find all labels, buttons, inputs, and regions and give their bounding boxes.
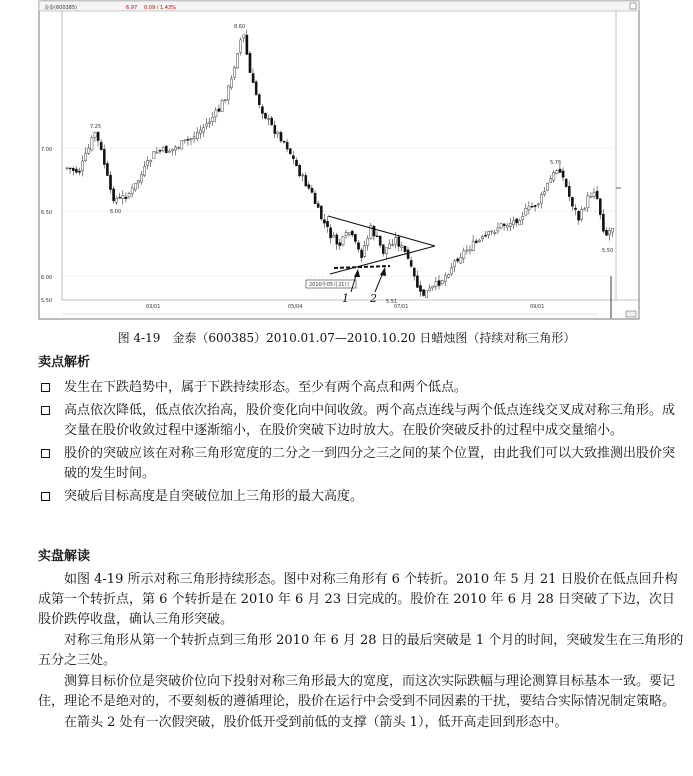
bullet-item (38, 487, 684, 507)
candle-body (72, 168, 74, 171)
candle-body (258, 95, 260, 105)
candle-body (330, 228, 332, 238)
candle-body (398, 237, 400, 247)
candle-body (295, 160, 297, 166)
candle-body (237, 53, 239, 67)
candle-body (339, 243, 341, 246)
candle-body (252, 74, 254, 83)
candle-body (91, 138, 93, 150)
candle-body (202, 128, 204, 132)
candle-body (199, 130, 201, 133)
candle-body (519, 220, 521, 225)
candle-body (416, 276, 418, 288)
candle-body (314, 193, 316, 204)
candle-body (268, 119, 270, 120)
candle-body (438, 281, 440, 286)
candle-body (230, 79, 232, 88)
candle-body (249, 53, 251, 72)
candle-body (581, 210, 583, 220)
figure-caption: 图 4-19 金泰（600385）2010.01.07—2010.10.20 日蜡烛图（持续对称三角形） (117, 331, 576, 345)
candle-body (460, 257, 462, 263)
arrow-2-label: 2 (370, 292, 377, 305)
candle-body (543, 192, 545, 195)
bullet-text: 发生在下跌趋势中，属于下跌持续形态。至少有两个高点和两个低点。 (64, 380, 468, 395)
candle-body (280, 132, 282, 141)
candle-body (103, 149, 105, 164)
candle-body (429, 288, 431, 291)
candle-body (435, 281, 437, 286)
candle-body (388, 244, 390, 249)
candle-body (308, 185, 310, 189)
price-mark: 5.51 (386, 299, 398, 305)
candle-body (75, 169, 77, 172)
candle-body (516, 219, 518, 223)
candle-body (491, 231, 493, 232)
candle-body (147, 161, 149, 166)
checkbox-icon (41, 492, 50, 501)
candle-body (562, 171, 564, 177)
actual-reading-heading: 实盘解读 (38, 549, 91, 564)
candle-body (134, 183, 136, 190)
candle-body (289, 149, 291, 154)
candle-body (283, 141, 285, 142)
candle-body (609, 230, 611, 235)
candle-body (153, 151, 155, 158)
checkbox-icon (41, 383, 50, 392)
candle-body (333, 235, 335, 237)
scroll-button-icon[interactable] (626, 311, 636, 317)
candle-body (187, 139, 189, 140)
candle-body (553, 172, 555, 180)
candle-body (317, 204, 319, 208)
price-mark: 5.76 (550, 160, 562, 166)
bullet-text: 突破后目标高度是自突破位加上三角形的最大高度。 (64, 489, 364, 504)
candle-body (82, 161, 84, 171)
sell-points-heading: 卖点解析 (38, 355, 91, 370)
candle-body (475, 241, 477, 243)
candle-body (233, 68, 235, 78)
candle-body (367, 238, 369, 245)
candle-body (351, 231, 353, 235)
candle-body (441, 281, 443, 284)
candle-body (218, 109, 220, 112)
candle-body (512, 221, 514, 225)
candle-body (413, 268, 415, 276)
candle-body (165, 146, 167, 153)
paragraph: 对称三角形从第一个转折点到三角形 2010 年 6 月 28 日的最后突破是 1 个月的时间，突破发生在三角形的五分之三处。 (38, 633, 684, 668)
candle-body (336, 235, 338, 244)
candle-body (450, 268, 452, 274)
candle-body (447, 275, 449, 278)
candle-body (240, 40, 242, 53)
candle-body (209, 122, 211, 123)
candle-body (97, 132, 99, 141)
candle-body (605, 230, 607, 235)
candle-body (286, 142, 288, 149)
candle-body (196, 132, 198, 138)
checkbox-icon (41, 449, 50, 458)
arrow-1-label: 1 (342, 292, 349, 305)
candle-body (302, 175, 304, 176)
candle-body (574, 208, 576, 210)
candle-body (410, 260, 412, 266)
candles (66, 30, 614, 298)
candle-body (584, 209, 586, 210)
candle-body (472, 241, 474, 251)
date-label: 09/01 (530, 304, 545, 310)
candle-body (113, 189, 115, 201)
candle-body (559, 169, 561, 172)
candle-body (454, 261, 456, 267)
candle-body (305, 175, 307, 186)
bullet-item (38, 444, 684, 484)
candle-body (345, 233, 347, 236)
candle-body (500, 223, 502, 228)
candle-body (485, 235, 487, 236)
candle-body (171, 149, 173, 151)
candle-body (401, 246, 403, 248)
price-label: 5.50 (41, 298, 53, 304)
date-label: 03/01 (146, 304, 161, 310)
candle-body (131, 188, 133, 193)
candle-body (261, 107, 263, 114)
candle-body (599, 199, 601, 215)
candle-body (423, 290, 425, 296)
candle-body (326, 221, 328, 227)
candle-body (162, 148, 164, 151)
candle-body (568, 186, 570, 196)
candle-body (193, 137, 195, 139)
candle-body (547, 183, 549, 190)
date-label: 05/04 (288, 304, 303, 310)
candle-body (432, 286, 434, 288)
paragraph: 如图 4-19 所示对称三角形持续形态。图中对称三角形有 6 个转折。2010 年 5 月 21 日股价在低点回升构成第一个转折点，第 6 个转折是在 2010 年 6 月 23 日完成的。股价在 2010 年 6 月 28 日突破了下边，次日股价跌停收盘，确认三角形突破。 (38, 572, 678, 627)
candle-body (215, 110, 217, 117)
candle-body (481, 237, 483, 239)
candle-body (357, 243, 359, 250)
candle-body (224, 99, 226, 100)
paragraph: 测算目标价位是突破价位向下投射对称三角形最大的宽度，而这次实际跌幅与理论测算目标基本一致。要记住，理论不是绝对的，不要刻板的遵循理论，股价在运行中会受到不同因素的干扰，要结合实际情况制定策略。 (38, 674, 676, 709)
candle-body (494, 232, 496, 233)
candle-body (537, 204, 539, 205)
candle-body (140, 174, 142, 182)
candle-body (382, 245, 384, 254)
candle-body (404, 246, 406, 252)
candle-body (469, 250, 471, 251)
candle-body (497, 228, 499, 231)
candle-body (106, 163, 108, 175)
paragraph: 在箭头 2 处有一次假突破，股价低开受到前低的支撑（箭头 1），低开高走回到形态中。 (64, 715, 568, 730)
candle-body (271, 118, 273, 125)
candle-body (395, 237, 397, 244)
candle-body (78, 171, 80, 172)
candle-body (150, 160, 152, 162)
triangle-support-line (334, 266, 390, 268)
bullet-item (38, 378, 684, 398)
header-stock-name: 金泰(600385) (44, 5, 77, 11)
candle-body (373, 226, 375, 236)
bullet-list (38, 378, 684, 510)
candle-body (578, 211, 580, 220)
price-mark: 5.50 (602, 248, 614, 254)
price-label: 6.00 (41, 275, 53, 281)
candle-body (227, 86, 229, 100)
candle-body (128, 194, 130, 197)
candle-body (342, 237, 344, 245)
candle-body (596, 191, 598, 199)
checkbox-icon (41, 406, 50, 415)
chart-svg (38, 0, 648, 326)
candle-body (66, 168, 68, 169)
candle-body (159, 150, 161, 151)
candle-body (85, 153, 87, 161)
header-close-icon[interactable] (630, 3, 636, 9)
candle-body (556, 171, 558, 174)
candle-body (137, 181, 139, 183)
candle-body (466, 250, 468, 251)
candle-body (100, 142, 102, 150)
candle-body (528, 206, 530, 209)
candle-body (175, 147, 177, 150)
price-label: 6.50 (41, 210, 53, 216)
candle-body (299, 165, 301, 176)
candle-body (348, 232, 350, 234)
candle-body (246, 35, 248, 54)
date-label: 07/01 (394, 304, 409, 310)
header-change: 0.09 / 1.43% (144, 5, 176, 11)
candle-body (156, 152, 158, 153)
candle-body (550, 179, 552, 183)
candle-body (190, 138, 192, 139)
price-mark: 7.25 (90, 124, 102, 130)
candle-body (522, 216, 524, 219)
candle-body (277, 132, 279, 134)
candle-body (255, 82, 257, 95)
price-mark: 8.60 (234, 24, 246, 30)
candle-body (122, 196, 124, 199)
candle-body (264, 113, 266, 118)
price-label: 7.00 (41, 147, 53, 153)
candle-body (457, 259, 459, 261)
candlestick-chart (38, 0, 648, 326)
candle-body (587, 196, 589, 208)
candle-body (444, 276, 446, 282)
body-paragraphs (38, 570, 686, 734)
candle-body (540, 194, 542, 203)
candle-body (593, 192, 595, 196)
candle-body (125, 197, 127, 199)
candle-body (612, 228, 614, 232)
candle-body (178, 148, 180, 149)
candle-body (94, 133, 96, 138)
candle-body (206, 124, 208, 126)
candle-body (503, 224, 505, 226)
candle-body (509, 223, 511, 226)
candle-body (116, 198, 118, 202)
candle-body (602, 214, 604, 231)
candle-body (590, 196, 592, 197)
candle-body (88, 148, 90, 153)
candle-body (320, 206, 322, 219)
candle-body (426, 291, 428, 298)
candle-body (181, 141, 183, 149)
candle-body (109, 175, 111, 189)
candle-body (565, 179, 567, 187)
candle-body (571, 197, 573, 206)
candle-body (463, 251, 465, 258)
candle-body (69, 168, 71, 169)
candle-body (212, 117, 214, 122)
candle-body (488, 231, 490, 234)
bullet-text: 高点依次降低，低点依次抬高，股价变化向中间收敛。两个高点连线与两个低点连线交叉成对称三角形。成交量在股价收敛过程中逐渐缩小，在股价突破下边时放大。在股价突破反扑的过程中成交量缩小。 (64, 403, 676, 438)
candle-body (525, 208, 527, 215)
candle-body (407, 250, 409, 259)
header-price: 6.97 (126, 5, 138, 11)
candle-body (274, 125, 276, 133)
arrow-1-head-icon (354, 269, 360, 277)
bullet-text: 股价的突破应该在对称三角形宽度的二分之一到四分之三之间的某个位置，由此我们可以大致推测出股价突破的发生时间。 (64, 446, 676, 481)
bullet-item (38, 401, 684, 441)
candle-body (534, 205, 536, 206)
candle-body (311, 188, 313, 192)
candle-body (506, 225, 508, 227)
candle-body (119, 197, 121, 198)
candle-body (379, 236, 381, 245)
candle-body (221, 101, 223, 112)
candle-body (478, 240, 480, 242)
candle-body (385, 248, 387, 254)
candle-body (531, 206, 533, 207)
candle-body (168, 151, 170, 152)
arrow-2-head-icon (380, 267, 386, 276)
candle-body (292, 156, 294, 159)
candle-body (184, 140, 186, 141)
candle-body (354, 234, 356, 241)
candle-body (364, 246, 366, 257)
date-box-label: 2010年05月21日 (309, 282, 350, 288)
candle-body (376, 236, 378, 237)
candle-body (392, 245, 394, 246)
candle-body (323, 220, 325, 224)
price-mark: 6.00 (110, 209, 122, 215)
candle-body (361, 250, 363, 258)
candle-body (243, 35, 245, 38)
candle-body (144, 167, 146, 176)
candle-body (419, 285, 421, 291)
